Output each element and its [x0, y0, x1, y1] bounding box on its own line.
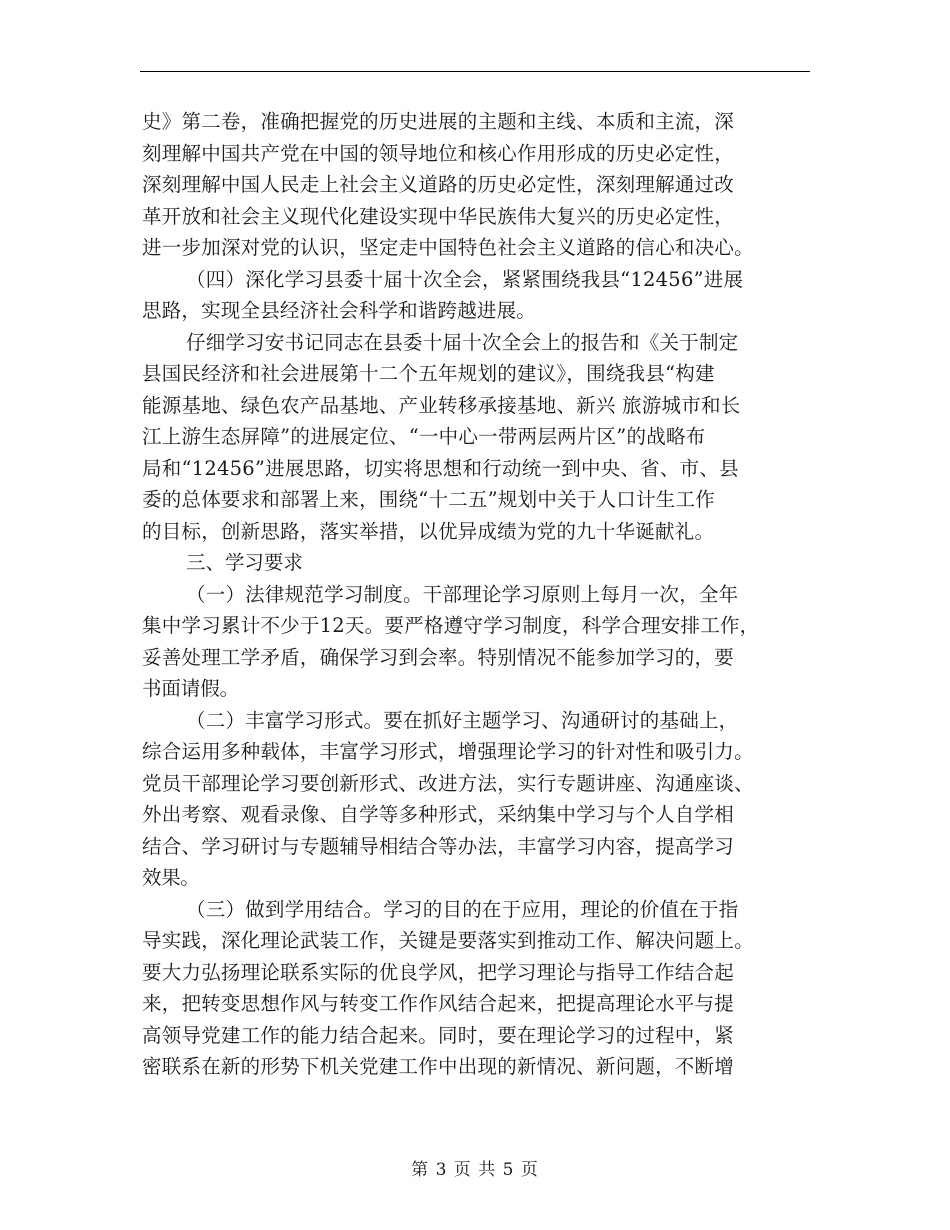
text-line: 仔细学习安书记同志在县委十届十次全会上的报告和《关于制定 [186, 330, 739, 354]
text-line: 委的总体要求和部署上来，围绕“十二五”规划中关于人口计生工作 [142, 488, 715, 511]
text-line: 导实践，深化理论武装工作，关键是要落实到推动工作、解决问题上。 [142, 929, 754, 952]
page-footer: 第 3 页 共 5 页 [411, 1160, 539, 1180]
text-line: 外出考察、观看录像、自学等多种形式，采纳集中学习与个人自学相 [142, 803, 735, 826]
text-line: 结合、学习研讨与专题辅导相结合等办法，丰富学习内容，提高学习 [142, 834, 735, 858]
text-line: 能源基地、绿色农产品基地、产业转移承接基地、新兴 旅游城市和长 [142, 393, 741, 417]
header-rule [140, 71, 810, 72]
text-line: 效果。 [142, 866, 200, 889]
text-line: 集中学习累计不少于12天。要严格遵守学习制度，科学合理安排工作， [142, 614, 760, 637]
text-line: 思路，实现全县经济社会科学和谐跨越进展。 [142, 299, 537, 322]
text-line: 革开放和社会主义现代化建设实现中华民族伟大复兴的历史必定性， [142, 204, 735, 228]
text-line: 局和“12456”进展思路，切实将思想和行动统一到中央、省、市、县 [142, 456, 739, 480]
text-line: 县国民经济和社会进展第十二个五年规划的建议》，围绕我县“构建 [142, 362, 715, 385]
text-line: 进一步加深对党的认识，坚定走中国特色社会主义道路的信心和决心。 [142, 236, 754, 259]
text-line: 三、学习要求 [186, 551, 303, 574]
text-line: （二）丰富学习形式。要在抓好主题学习、沟通研讨的基础上， [186, 708, 739, 732]
text-line: 高领导党建工作的能力结合起来。同时，要在理论学习的过程中，紧 [142, 1023, 735, 1047]
text-line: 党员干部理论学习要创新形式、改进方法，实行专题讲座、沟通座谈、 [142, 771, 754, 795]
text-line: （四）深化学习县委十届十次全会，紧紧围绕我县“12456”进展 [186, 267, 744, 291]
text-line: 来，把转变思想作风与转变工作作风结合起来，把提高理论水平与提 [142, 992, 735, 1015]
text-line: 史》第二卷，准确把握党的历史进展的主题和主线、本质和主流，深 [142, 110, 735, 133]
text-line: 深刻理解中国人民走上社会主义道路的历史必定性，深刻理解通过改 [142, 173, 735, 196]
text-line: （一）法律规范学习制度。干部理论学习原则上每月一次，全年 [186, 582, 739, 606]
text-line: 书面请假。 [142, 677, 240, 700]
text-line: 要大力弘扬理论联系实际的优良学风，把学习理论与指导工作结合起 [142, 960, 735, 984]
text-line: 妥善处理工学矛盾，确保学习到会率。特别情况不能参加学习的，要 [142, 645, 735, 669]
text-line: 的目标，创新思路，落实举措，以优异成绩为党的九十华诞献礼。 [142, 519, 715, 543]
text-line: 综合运用多种载体，丰富学习形式，增强理论学习的针对性和吸引力。 [142, 740, 754, 763]
text-line: 密联系在新的形势下机关党建工作中出现的新情况、新问题，不断增 [142, 1055, 735, 1078]
text-line: 江上游生态屏障”的进展定位、“一中心一带两层两片区”的战略布 [142, 425, 706, 448]
text-line: 刻理解中国共产党在中国的领导地位和核心作用形成的历史必定性， [142, 141, 735, 165]
text-line: （三）做到学用结合。学习的目的在于应用，理论的价值在于指 [186, 897, 739, 921]
document-body [142, 106, 812, 1083]
